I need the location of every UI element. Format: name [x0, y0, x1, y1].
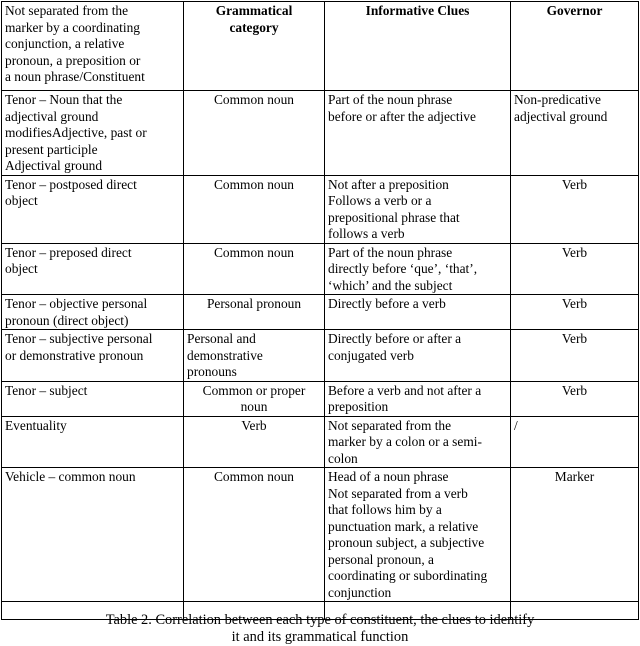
category-cell: Common noun	[184, 468, 325, 602]
governor-cell: Non-predicative adjectival ground	[511, 91, 639, 176]
governor-cell: Verb	[511, 330, 639, 382]
category-cell: Common or proper noun	[184, 381, 325, 416]
constituent-cell: Vehicle – common noun	[2, 468, 184, 602]
clues-cell: Before a verb and not after a preposition	[325, 381, 511, 416]
header-constituent: Not separated from the marker by a coordinating conjunction, a relative pronoun, a preposition or a noun phrase/Constituent	[2, 2, 184, 91]
table-row	[2, 91, 639, 176]
governor-cell: Verb	[511, 295, 639, 330]
table-row	[2, 330, 639, 382]
governor-cell: Verb	[511, 243, 639, 295]
category-cell: Personal and demonstrative pronouns	[184, 330, 325, 382]
table-row	[2, 416, 639, 468]
header-governor: Governor	[511, 2, 639, 91]
clues-cell: Not after a preposition Follows a verb or a prepositional phrase that follows a verb	[325, 175, 511, 243]
table-row	[2, 243, 639, 295]
constituent-cell: Tenor – subjective personal or demonstrative pronoun	[2, 330, 184, 382]
table-row	[2, 295, 639, 330]
clues-cell: Part of the noun phrase directly before ‘que’, ‘that’, ‘which’ and the subject	[325, 243, 511, 295]
table-caption: Table 2. Correlation between each type of constituent, the clues to identify it and its grammatical function	[105, 612, 535, 645]
table-row	[2, 381, 639, 416]
category-cell: Verb	[184, 416, 325, 468]
governor-cell: Marker	[511, 468, 639, 602]
constituent-cell: Tenor – subject	[2, 381, 184, 416]
constituent-cell: Tenor – postposed direct object	[2, 175, 184, 243]
correlation-table	[1, 1, 639, 620]
clues-cell: Directly before or after a conjugated verb	[325, 330, 511, 382]
clues-cell: Not separated from the marker by a colon or a semi- colon	[325, 416, 511, 468]
governor-cell: /	[511, 416, 639, 468]
constituent-cell: Tenor – objective personal pronoun (direct object)	[2, 295, 184, 330]
clues-cell: Part of the noun phrase before or after the adjective	[325, 91, 511, 176]
category-cell: Personal pronoun	[184, 295, 325, 330]
clues-cell: Directly before a verb	[325, 295, 511, 330]
table-row	[2, 175, 639, 243]
header-grammatical-category: Grammatical category	[184, 2, 325, 91]
governor-cell: Verb	[511, 175, 639, 243]
governor-cell: Verb	[511, 381, 639, 416]
constituent-cell: Tenor – Noun that the adjectival ground modifiesAdjective, past or present participle Adjectival ground	[2, 91, 184, 176]
clues-cell: Head of a noun phrase Not separated from a verb that follows him by a punctuation mark, a relative pronoun subject, a subjective personal pronoun, a coordinating or subordinating conjunction	[325, 468, 511, 602]
header-row	[2, 2, 639, 91]
constituent-cell: Eventuality	[2, 416, 184, 468]
category-cell: Common noun	[184, 91, 325, 176]
category-cell: Common noun	[184, 175, 325, 243]
header-informative-clues: Informative Clues	[325, 2, 511, 91]
table-row	[2, 468, 639, 602]
category-cell: Common noun	[184, 243, 325, 295]
constituent-cell: Tenor – preposed direct object	[2, 243, 184, 295]
